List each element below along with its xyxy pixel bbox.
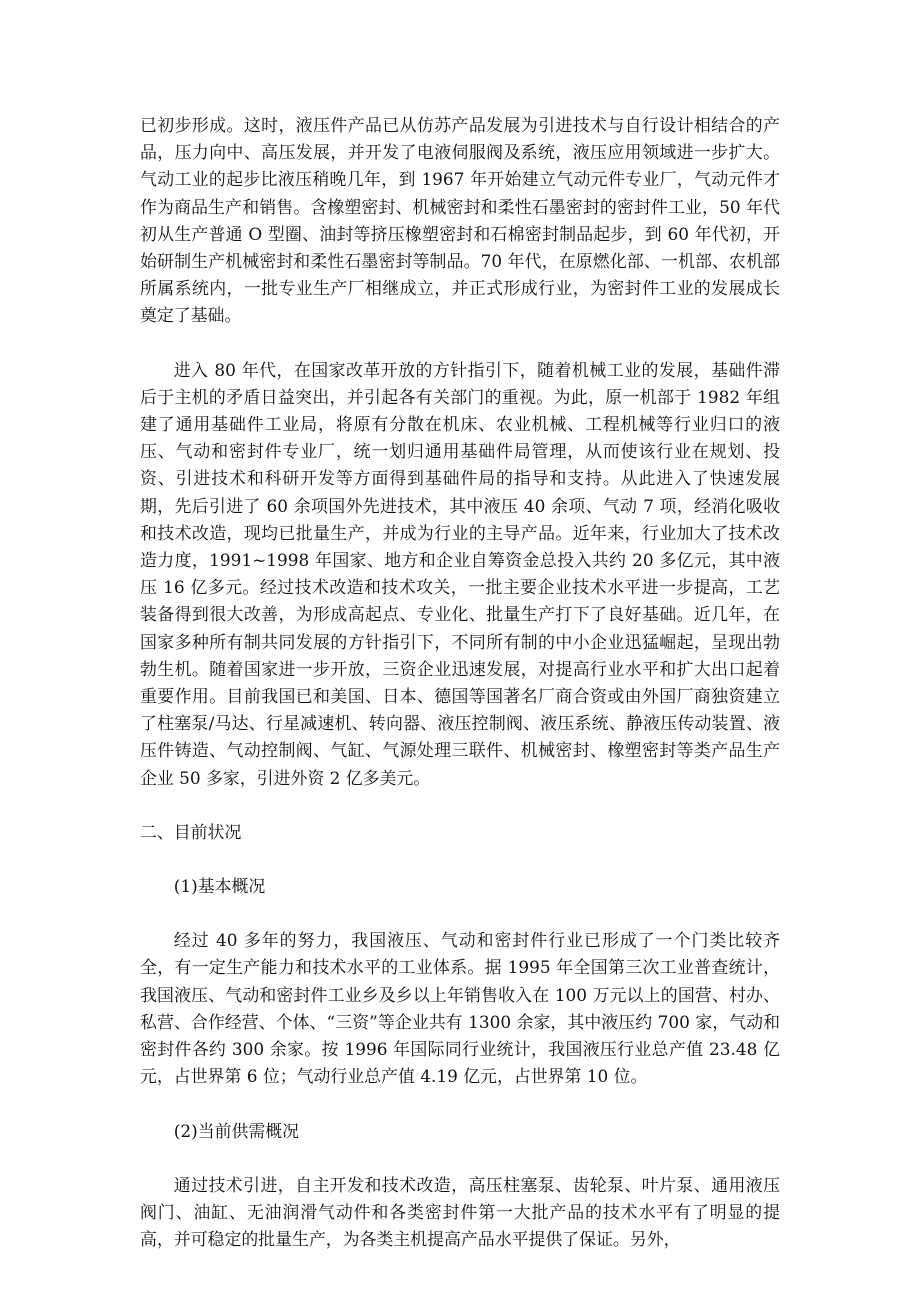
paragraph-1980s-development: 进入 80 年代，在国家改革开放的方针指引下，随着机械工业的发展，基础件滞后于主机的矛盾日益突出，并引起各有关部门的重视。为此，原一机部于 1982 年组建了通用基础件工业局，将原有分散在机床、农业机械、工程机械等行业归口的液压、气动和密封件专业厂，统一划归通用基础件局管理，从而使该行业在规划、投资、引进技术和科研开发等方面得到基础件局的指导和支持。从此进入了快速发展期，先后引进了 60 余项国外先进技术，其中液压 40 余项、气动 7 项，经消化吸收和技术改造，现均已批量生产，并成为行业的主导产品。近年来，行业加大了技术改造力度，1991~1998 年国家、地方和企业自筹资金总投入共约 20 多亿元，其中液压 16 亿多元。经过技术改造和技术攻关，一批主要企业技术水平进一步提高，工艺装备得到很大改善，为形成高起点、专业化、批量生产打下了良好基础。近几年，在国家多种所有制共同发展的方针指引下，不同所有制的中小企业迅猛崛起，呈现出勃勃生机。随着国家进一步开放，三资企业迅速发展，对提高行业水平和扩大出口起着重要作用。目前我国已和美国、日本、德国等国著名厂商合资或由外国厂商独资建立了柱塞泵/马达、行星减速机、转向器、液压控制阀、液压系统、静液压传动装置、液压件铸造、气动控制阀、气缸、气源处理三联件、机械密封、橡塑密封等类产品生产企业 50 多家，引进外资 2 亿多美元。 — [140, 359, 780, 788]
paragraph-basic-overview: 经过 40 多年的努力，我国液压、气动和密封件行业已形成了一个门类比较齐全，有一定生产能力和技术水平的工业体系。据 1995 年全国第三次工业普查统计，我国液压、气动和密封件工业乡及乡以上年销售收入在 100 万元以上的国营、村办、私营、合作经营、个体、“三资”等企业共有 1300 余家，其中液压约 700 家，气动和密封件各约 300 余家。按 1996 年国际同行业统计，我国液压行业总产值 23.48 亿元，占世界第 6 位；气动行业总产值 4.19 亿元，占世界第 10 位。 — [140, 930, 780, 1087]
subheading-basic-overview: (1)基本概况 — [173, 876, 266, 897]
document-page — [140, 112, 780, 1280]
paragraph-supply-demand: 通过技术引进，自主开发和技术改造，高压柱塞泵、齿轮泵、叶片泵、通用液压阀门、油缸、无油润滑气动件和各类密封件第一大批产品的技术水平有了明显的提高，并可稳定的批量生产，为各类主机提高产品水平提供了保证。另外， — [140, 1174, 780, 1250]
subheading-supply-demand: (2)当前供需概况 — [173, 1120, 300, 1141]
paragraph-history-continued: 已初步形成。这时，液压件产品已从仿苏产品发展为引进技术与自行设计相结合的产品，压力向中、高压发展，并开发了电液伺服阀及系统，液压应用领域进一步扩大。气动工业的起步比液压稍晚几年，到 1967 年开始建立气动元件专业厂，气动元件才作为商品生产和销售。含橡塑密封、机械密封和柔性石墨密封的密封件工业，50 年代初从生产普通 O 型圈、油封等挤压橡塑密封和石棉密封制品起步，到 60 年代初，开始研制生产机械密封和柔性石墨密封等制品。70 年代，在原燃化部、一机部、农机部所属系统内，一批专业生产厂相继成立，并正式形成行业，为密封件工业的发展成长奠定了基础。 — [140, 115, 780, 326]
section-heading-current-status: 二、目前状况 — [140, 821, 242, 842]
